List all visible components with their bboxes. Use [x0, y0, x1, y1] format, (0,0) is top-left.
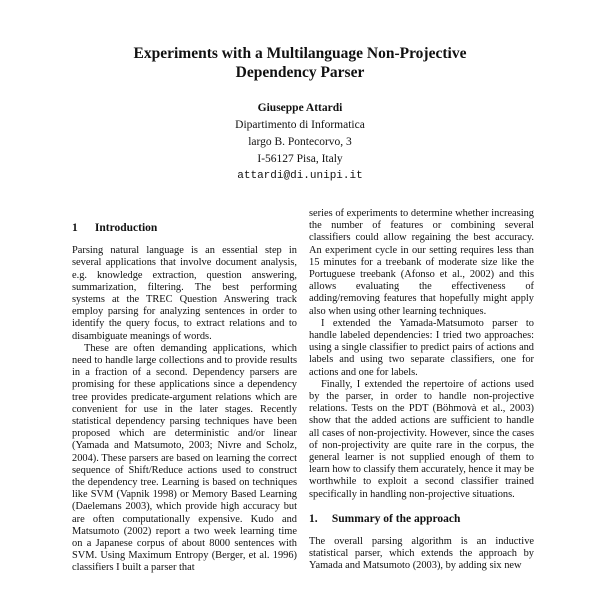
- section-1-title: Introduction: [94, 222, 158, 234]
- section-1-number: 1: [72, 222, 78, 234]
- author-department: Dipartimento di Informatica: [235, 119, 365, 131]
- section-2-title: Summary of the approach: [331, 512, 461, 525]
- author-name: Giuseppe Attardi: [257, 102, 343, 114]
- right-paragraph-2: I extended the Yamada-Matsumoto parser to handle labeled dependencies: I tried two approaches: using a single classifier to predict pairs of actions and labels and using two separate classifiers, one for actions and one for labels.: [309, 317, 534, 378]
- summary-paragraph-1: The overall parsing algorithm is an inductive statistical parser, which extends the approach by Yamada and Matsumoto (2003), by adding six new: [309, 536, 534, 572]
- author-city: I-56127 Pisa, Italy: [257, 153, 343, 165]
- right-column: [309, 208, 534, 573]
- section-2-heading: [309, 513, 534, 525]
- section-2-number: 1.: [309, 512, 318, 525]
- author-block: [100, 100, 500, 185]
- title-line-1: Experiments with a Multilanguage Non-Projective: [133, 45, 467, 62]
- section-1-heading: [72, 222, 297, 234]
- intro-paragraph-2: These are often demanding applications, which need to handle large collections and to provide results in a fraction of a second. Dependency parsers are promising for these applications since a dependency tree provides predicate-argument relations which are convenient for use in the later stages. Recently statistical dependency parsing techniques have been proposed which are deterministic and/or linear (Yamada and Matsumoto, 2003; Nivre and Scholz, 2004). These parsers are based on learning the correct sequence of Shift/Reduce actions used to construct the dependency tree. Learning is based on techniques like SVM (Vapnik 1998) or Memory Based Learning (Daelemans 2003), which provide high accuracy but are often computationally expensive. Kudo and Matsumoto (2002) report a two week learning time on a Japanese corpus of about 8000 sentences with SVM. Using Maximum Entropy (Berger, et al. 1996) classifiers I built a parser that: [72, 342, 297, 574]
- right-paragraph-3: Finally, I extended the repertoire of actions used by the parser, in order to handle non-projective relations. Tests on the PDT (Böhmovà et al., 2003) show that the added actions are sufficient to handle all cases of non-projectivity. However, since the cases of non-projectivity are quite rare in the corpus, the general learner is not supplied enough of them to learn how to classify them accurately, hence it may be worthwhile to exploit a second classifier trained specifically in handling non-projective situations.: [309, 378, 534, 500]
- left-column: [72, 222, 297, 575]
- title-line-2: Dependency Parser: [235, 64, 365, 81]
- intro-paragraph-1: Parsing natural language is an essential step in several applications that involve document analysis, e.g. knowledge extraction, question answering, summarization, filtering. The best performing systems at the TREC Question Answering track employ parsing for analyzing sentences in order to identify the query focus, to extract relations and to disambiguate meanings of words.: [72, 245, 297, 342]
- paper-title: [60, 44, 540, 82]
- author-street: largo B. Pontecorvo, 3: [248, 136, 352, 148]
- right-paragraph-1: series of experiments to determine whether increasing the number of features or combining several classifiers could allow regaining the best accuracy. An experiment cycle in our setting requires less than 15 minutes for a treebank of moderate size like the Portuguese treebank (Afonso et al., 2002) and this allows evaluating the effectiveness of adding/removing features that hopefully might apply also when using other learning techniques.: [309, 208, 534, 317]
- author-email: attardi@di.unipi.it: [237, 170, 363, 182]
